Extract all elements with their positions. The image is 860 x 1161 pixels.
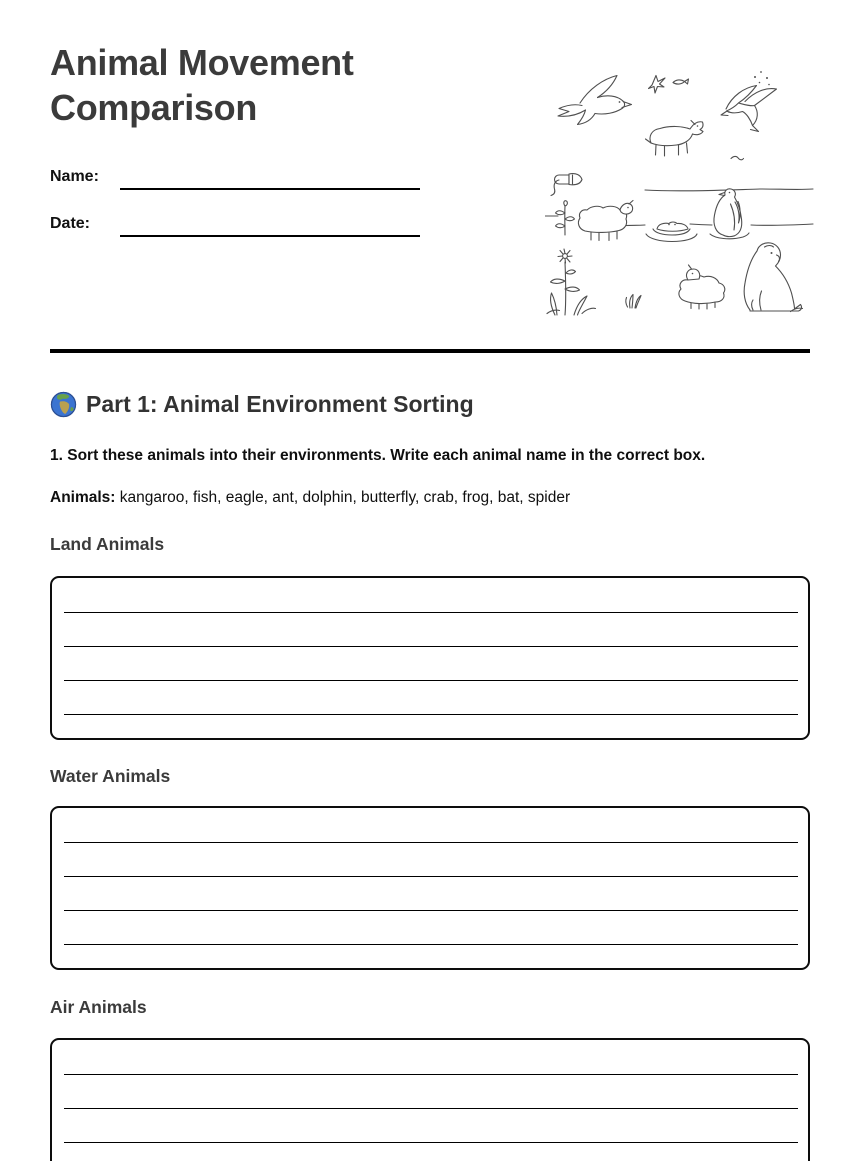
air-animals-box [50, 1038, 810, 1161]
name-write-line [120, 166, 420, 190]
write-line [64, 1041, 798, 1075]
sorting-section-water [50, 765, 810, 970]
write-line [64, 579, 798, 613]
part1-heading-row [50, 389, 810, 419]
globe-earth-icon [50, 391, 77, 418]
write-line [64, 1075, 798, 1109]
write-line [64, 681, 798, 715]
water-animals-box [50, 806, 810, 970]
animals-list: kangaroo, fish, eagle, ant, dolphin, butterfly, crab, frog, bat, spider [119, 489, 571, 506]
section-heading-air: Air Animals [50, 997, 147, 1017]
section-heading-land: Land Animals [50, 534, 165, 554]
write-line [64, 613, 798, 647]
section-heading-water: Water Animals [50, 766, 171, 786]
sorting-section-air [50, 996, 810, 1161]
animals-label: Animals: [50, 489, 116, 506]
animal-scene-illustration [545, 63, 815, 318]
date-write-line [120, 213, 420, 237]
section-divider [50, 349, 810, 353]
write-line [64, 843, 798, 877]
date-label: Date: [50, 215, 91, 232]
write-line [64, 809, 798, 843]
page-title: Animal Movement Comparison [50, 42, 354, 128]
write-line [64, 911, 798, 945]
land-animals-box [50, 576, 810, 740]
sorting-section-land [50, 533, 810, 740]
animals-word-bank [50, 488, 810, 507]
write-line [64, 647, 798, 681]
name-label: Name: [50, 168, 99, 185]
part1-heading: Part 1: Animal Environment Sorting [86, 391, 474, 417]
instruction-text: 1. Sort these animals into their environments. Write each animal name in the correct box. [50, 447, 706, 464]
write-line [64, 1109, 798, 1143]
write-line [64, 877, 798, 911]
write-line [64, 1143, 798, 1161]
